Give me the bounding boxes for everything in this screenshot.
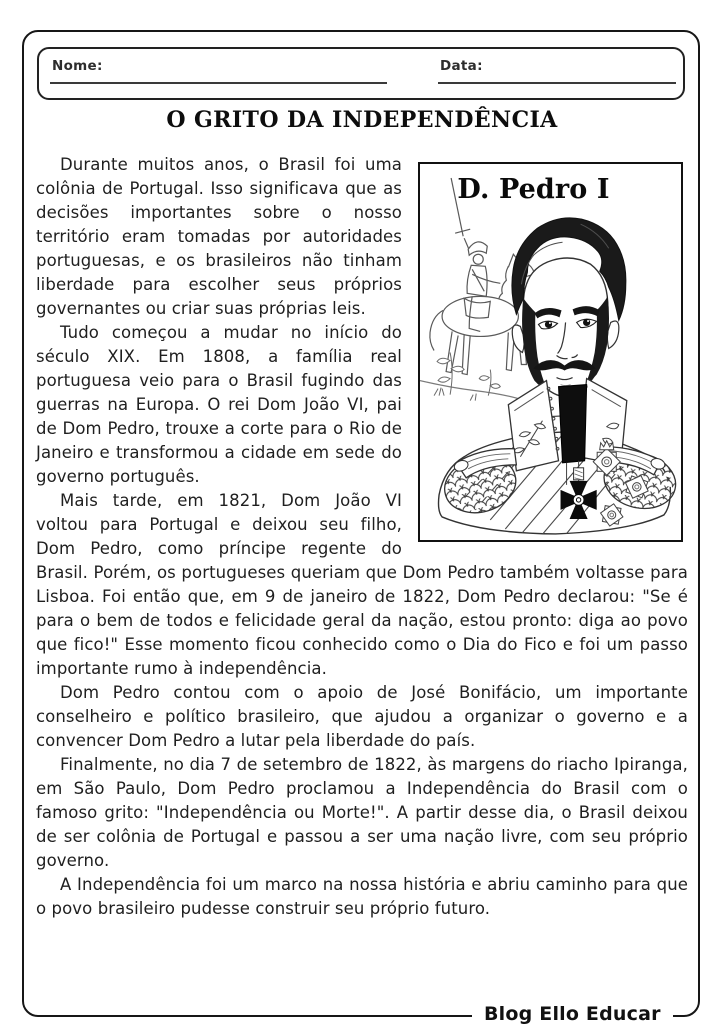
paragraph-5: Finalmente, no dia 7 de setembro de 1822, às margens do riacho Ipiranga, em São Paulo, Dom Pedro proclamou a Independência do Brasil com o famoso grito: "Independência ou Morte!". A partir desse dia, o Brasil deixou de ser colônia de Portugal e passou a ser uma nação livre, com seu próprio governo. (36, 755, 688, 870)
footer-brand: Blog Ello Educar (472, 1003, 673, 1024)
portrait-caption: D. Pedro I (457, 174, 610, 205)
paragraph-2: Tudo começou a mudar no início do século XIX. Em 1808, a família real portuguesa veio para o Brasil fugindo das guerras na Europa. O rei Dom João VI, pai de Dom Pedro, trouxe a corte para o Rio de Janeiro e transformou a cidade em sede do governo português. (36, 323, 402, 486)
name-input-line[interactable] (50, 82, 387, 84)
name-label: Nome: (52, 58, 103, 74)
plants (434, 353, 500, 401)
article-text (36, 153, 688, 921)
uniform (438, 379, 681, 540)
name-date-box (37, 47, 685, 100)
paragraph-4: Dom Pedro contou com o apoio de José Bonifácio, um importante conselheiro e político brasileiro, que ajudou a organizar o governo e a convencer Dom Pedro a lutar pela liberdade do país. (36, 683, 688, 750)
paragraph-3: Mais tarde, em 1821, Dom João VI voltou para Portugal e deixou seu filho, Dom Pedro, como príncipe regente do Brasil. Porém, os portugueses queriam que Dom Pedro também voltasse para Lisboa. Foi então que, em 9 de janeiro de 1822, Dom Pedro declarou: "Se é para o bem de todos e felicidade geral da nação, estou pronto: diga ao povo que fico!" Esse momento ficou conhecido como o Dia do Fico e foi um passo importante rumo à independência. (36, 491, 688, 678)
date-input-line[interactable] (438, 82, 676, 84)
paragraph-6: A Independência foi um marco na nossa história e abriu caminho para que o povo brasileiro pudesse construir seu próprio futuro. (36, 875, 688, 918)
date-label: Data: (440, 58, 483, 74)
page-title: O GRITO DA INDEPENDÊNCIA (166, 107, 558, 133)
portrait-figure (418, 162, 683, 542)
paragraph-1: Durante muitos anos, o Brasil foi uma colônia de Portugal. Isso significava que as decisões importantes sobre o nosso território eram tomadas por autoridades portuguesas, e os brasileiros não tinham liberdade para escolher seus próprios governantes ou criar suas próprias leis. (36, 155, 402, 318)
dpedro-illustration (420, 164, 681, 540)
